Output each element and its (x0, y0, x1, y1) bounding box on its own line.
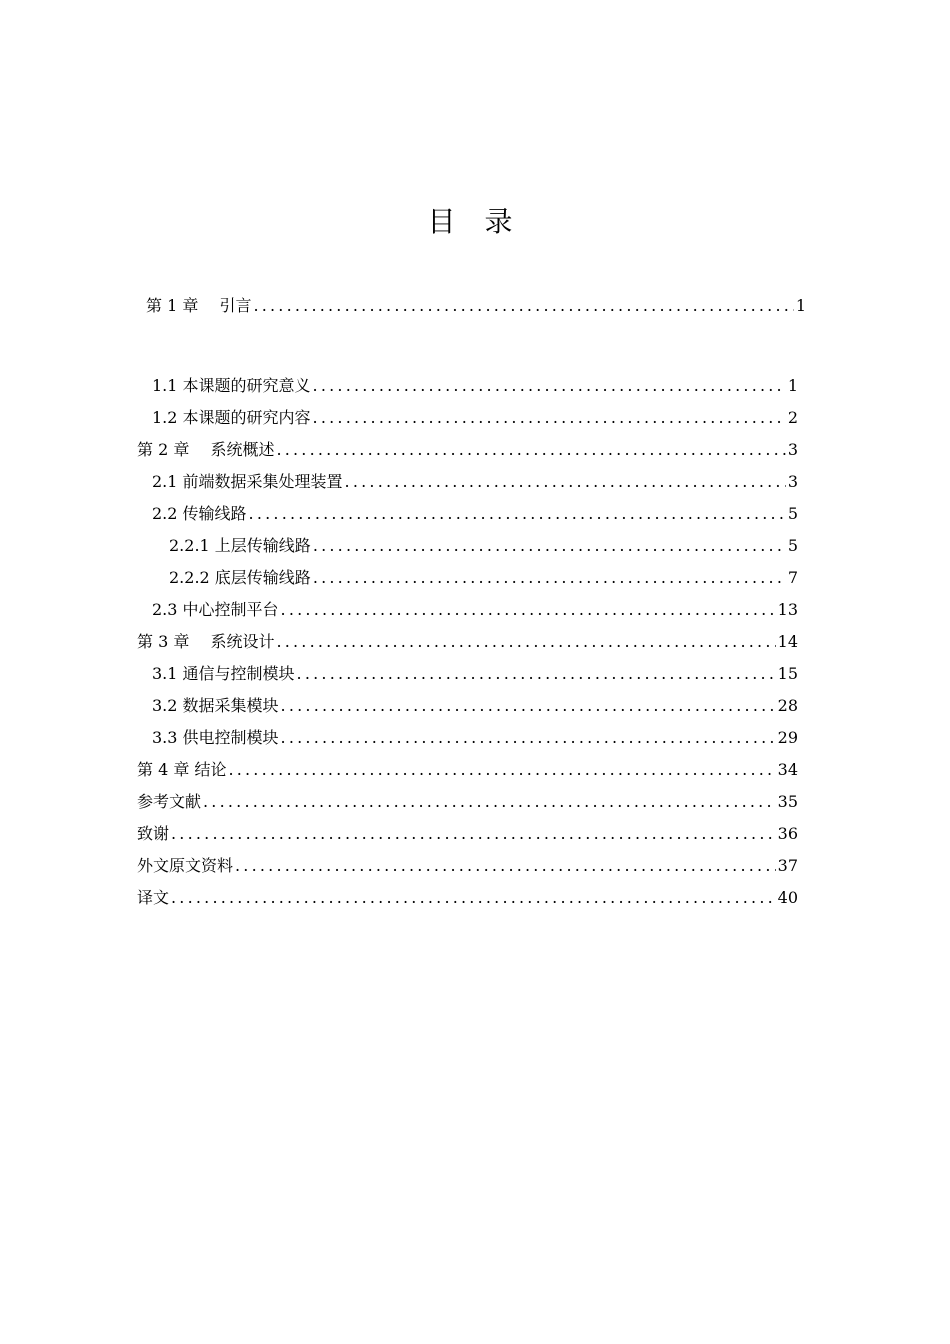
toc-entry-1-1 (152, 375, 798, 397)
toc-title: 目 录 (427, 205, 523, 238)
toc-entry-label: 致谢 (137, 824, 170, 843)
toc-entry-label: 外文原文资料 (137, 856, 234, 875)
toc-entry-label: 第 4 章 结论 (137, 760, 227, 779)
toc-entry-2-2-1 (169, 535, 798, 557)
toc-entry-label: 3.2 数据采集模块 (152, 696, 279, 715)
toc-entry-label: 2.2.1 上层传输线路 (169, 536, 311, 555)
dot-leader (171, 887, 776, 909)
toc-entry-2-2-2 (169, 567, 798, 589)
toc-entry-page: 3 (787, 440, 798, 459)
dot-leader (281, 599, 776, 621)
dot-leader (281, 727, 776, 749)
dot-leader (313, 375, 786, 397)
dot-leader (249, 503, 786, 525)
toc-entry-label: 第 1 章 引言 (146, 296, 252, 315)
toc-entry-references (137, 791, 798, 813)
toc-entry-label: 2.2 传输线路 (152, 504, 247, 523)
toc-entry-label: 2.3 中心控制平台 (152, 600, 279, 619)
dot-leader (297, 663, 776, 685)
toc-entry-3-2 (152, 695, 798, 717)
toc-entry-page: 40 (777, 888, 798, 907)
toc-entry-page: 3 (787, 472, 798, 491)
toc-entry-page: 1 (787, 376, 798, 395)
dot-leader (235, 855, 776, 877)
toc-entry-1-2 (152, 407, 798, 429)
toc-entry-page: 36 (777, 824, 798, 843)
dot-leader (313, 407, 786, 429)
dot-leader (276, 439, 785, 461)
toc-entry-label: 3.3 供电控制模块 (152, 728, 279, 747)
toc-entry-chapter-4 (137, 759, 798, 781)
toc-entry-label: 参考文献 (137, 792, 202, 811)
toc-entry-page: 28 (777, 696, 798, 715)
toc-entry-page: 37 (777, 856, 798, 875)
dot-leader (228, 759, 775, 781)
toc-entry-chapter-1 (146, 295, 806, 317)
toc-entry-2-1 (152, 471, 798, 493)
dot-leader (203, 791, 776, 813)
toc-entry-3-1 (152, 663, 798, 685)
dot-leader (253, 295, 793, 317)
toc-entry-label: 3.1 通信与控制模块 (152, 664, 295, 683)
toc-entry-page: 7 (787, 568, 798, 587)
dot-leader (281, 695, 776, 717)
dot-leader (313, 535, 786, 557)
dot-leader (171, 823, 776, 845)
toc-entry-page: 13 (777, 600, 798, 619)
toc-entry-page: 1 (795, 296, 806, 315)
toc-entry-chapter-3 (137, 631, 798, 653)
toc-entry-page: 29 (777, 728, 798, 747)
toc-entry-label: 1.1 本课题的研究意义 (152, 376, 311, 395)
toc-entry-2-3 (152, 599, 798, 621)
toc-entry-page: 5 (787, 504, 798, 523)
toc-entry-page: 5 (787, 536, 798, 555)
toc-entry-label: 第 2 章 系统概述 (137, 440, 275, 459)
toc-entry-label: 译文 (137, 888, 170, 907)
toc-entry-translation (137, 887, 798, 909)
toc-entry-label: 2.2.2 底层传输线路 (169, 568, 311, 587)
toc-entry-acknowledgements (137, 823, 798, 845)
toc-entry-page: 2 (787, 408, 798, 427)
toc-entry-3-3 (152, 727, 798, 749)
toc-entry-page: 15 (777, 664, 798, 683)
dot-leader (276, 631, 775, 653)
toc-entry-label: 1.2 本课题的研究内容 (152, 408, 311, 427)
toc-entry-foreign-source (137, 855, 798, 877)
toc-entry-page: 35 (777, 792, 798, 811)
toc-entry-label: 第 3 章 系统设计 (137, 632, 275, 651)
toc-entry-2-2 (152, 503, 798, 525)
dot-leader (345, 471, 786, 493)
dot-leader (313, 567, 786, 589)
toc-entry-label: 2.1 前端数据采集处理装置 (152, 472, 343, 491)
toc-entry-page: 14 (777, 632, 798, 651)
toc-entry-page: 34 (777, 760, 798, 779)
toc-entry-chapter-2 (137, 439, 798, 461)
